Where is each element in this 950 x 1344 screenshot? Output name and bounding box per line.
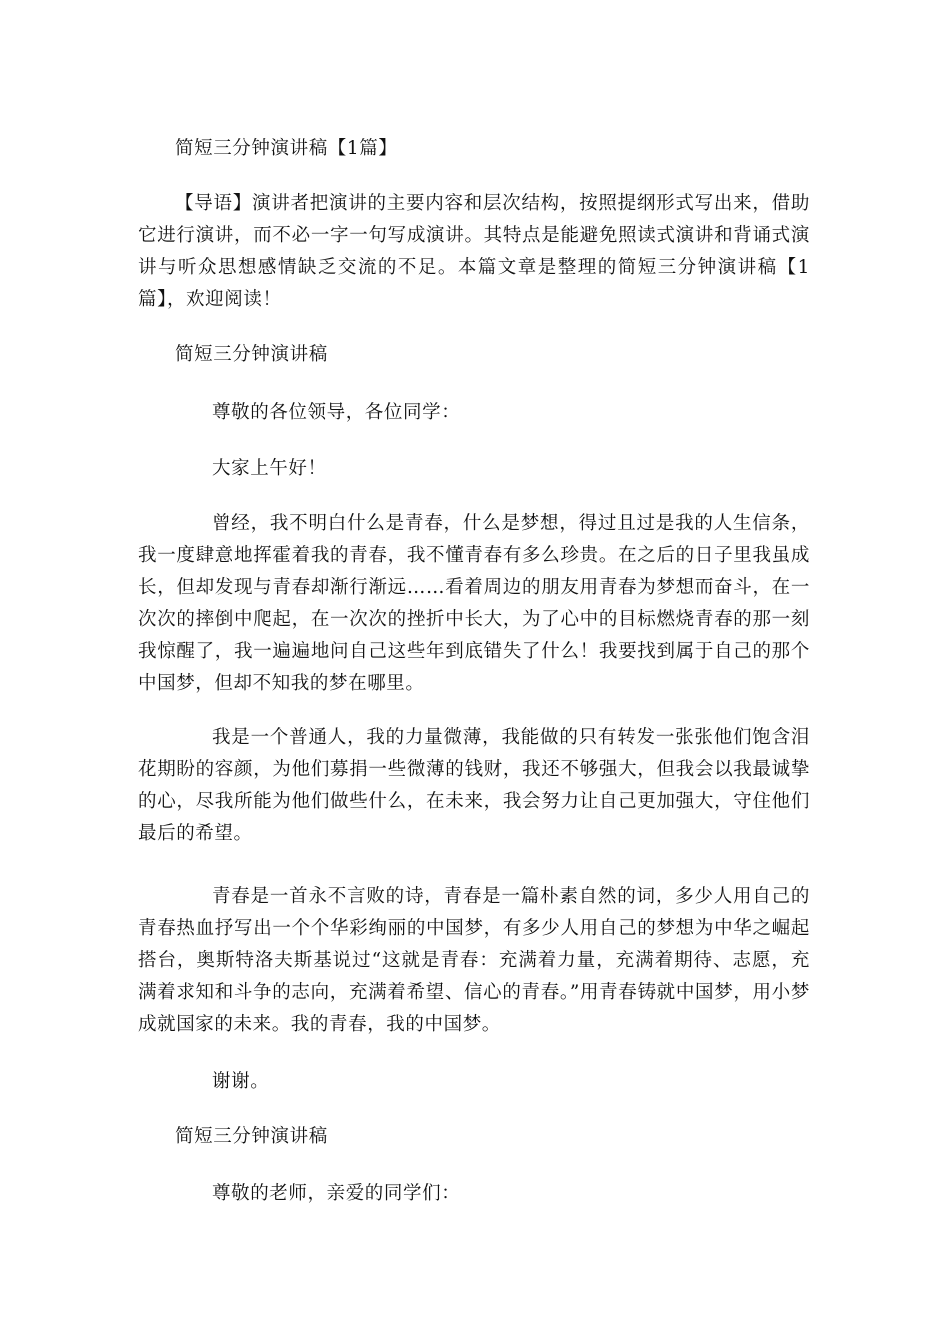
body-paragraph-1: 曾经，我不明白什么是青春，什么是梦想，得过且过是我的人生信条，我一度肆意地挥霍着我的青春，我不懂青春有多么珍贵。在之后的日子里我虽成长，但却发现与青春却渐行渐远……看着周边的朋友用青春为梦想而奋斗，在一次次的摔倒中爬起，在一次次的挫折中长大，为了心中的目标燃烧青春的那一刻我惊醒了，我一遍遍地问自己这些年到底错失了什么！我要找到属于自己的那个中国梦，但却不知我的梦在哪里。 — [138, 513, 810, 694]
body-paragraph-2: 我是一个普通人，我的力量微薄，我能做的只有转发一张张他们饱含泪花期盼的容颜，为他们募捐一些微薄的钱财，我还不够强大，但我会以我最诚挚的心，尽我所能为他们做些什么，在未来，我会努力让自己更加强大，守住他们最后的希望。 — [138, 727, 810, 844]
intro-paragraph: 【导语】演讲者把演讲的主要内容和层次结构，按照提纲形式写出来，借助它进行演讲，而不必一字一句写成演讲。其特点是能避免照读式演讲和背诵式演讲与听众思想感情缺乏交流的不足。本篇文章是整理的简短三分钟演讲稿【1篇】，欢迎阅读！ — [138, 193, 810, 310]
document-title: 简短三分钟演讲稿【1篇】 — [175, 138, 398, 159]
closing-thanks: 谢谢。 — [212, 1071, 270, 1092]
salutation-1: 尊敬的各位领导，各位同学： — [212, 402, 461, 423]
body-paragraph-3: 青春是一首永不言败的诗，青春是一篇朴素自然的词，多少人用自己的青春热血抒写出一个个华彩绚丽的中国梦，有多少人用自己的梦想为中华之崛起搭台，奥斯特洛夫斯基说过“这就是青春：充满着力量，充满着期待、志愿，充满着求知和斗争的志向，充满着希望、信心的青春。”用青春铸就中国梦，用小梦成就国家的未来。我的青春，我的中国梦。 — [138, 886, 810, 1035]
greeting: 大家上午好！ — [212, 458, 327, 479]
section-heading-2: 简短三分钟演讲稿 — [175, 1126, 328, 1147]
salutation-2: 尊敬的老师，亲爱的同学们： — [212, 1183, 461, 1204]
section-heading-1: 简短三分钟演讲稿 — [175, 344, 328, 365]
